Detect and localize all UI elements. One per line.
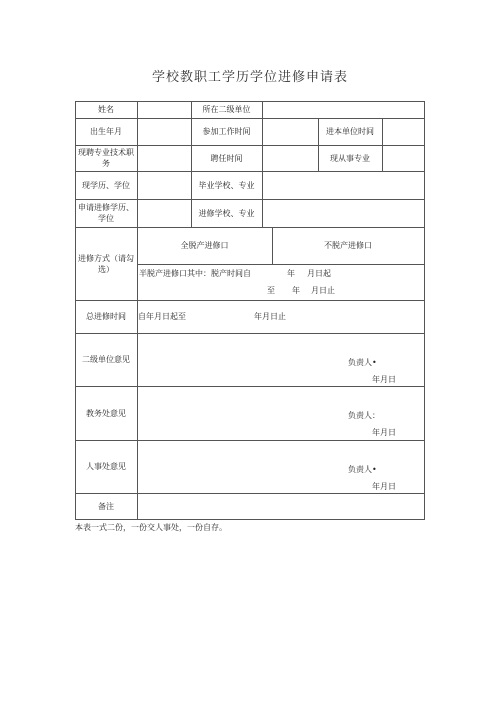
- half-to: 至: [267, 286, 275, 295]
- half-start-monthday: 月日起: [307, 269, 331, 278]
- total-to: 年月日止: [254, 312, 286, 321]
- row-divider: [137, 264, 425, 265]
- total-label: 总进修时间: [86, 312, 126, 321]
- footer-note: 本表一式二份，一份交人事处，一份自存。: [75, 523, 227, 532]
- column-divider: [262, 118, 263, 171]
- halftime-option[interactable]: 半脱产进修口其中：脱产时间自: [139, 269, 251, 278]
- remark-label: 备注: [98, 501, 114, 511]
- join-unit-label: 进本单位时间: [326, 127, 374, 136]
- appoint-label: 聘任时间: [210, 153, 243, 163]
- half-year-1: 年: [287, 269, 295, 278]
- work-start-label: 参加工作时间: [202, 127, 251, 136]
- apply-degree-label: 申请进修学历、学位: [78, 203, 134, 223]
- academic-date: 年月日: [372, 428, 396, 437]
- dept-opinion-label: 二级单位意见: [82, 355, 130, 364]
- half-end-monthday: 月日止: [311, 286, 335, 295]
- column-divider: [262, 101, 263, 118]
- table-border-right: [424, 101, 425, 520]
- academic-signer: 负责人：: [348, 411, 380, 420]
- grad-school-label: 毕业学校、专业: [198, 180, 255, 190]
- study-school-label: 进修学校、专业: [198, 208, 255, 218]
- hr-date: 年月日: [372, 482, 396, 491]
- hr-opinion-label: 人事处意见: [86, 462, 126, 471]
- half-year-2: 年: [292, 286, 300, 295]
- birth-label: 出生年月: [90, 127, 122, 136]
- application-form-table: [75, 101, 425, 520]
- academic-opinion-label: 教务处意见: [86, 408, 126, 418]
- mode-label: 进修方式（请勾选）: [78, 253, 134, 274]
- fulltime-option[interactable]: 全脱产进修口: [180, 241, 229, 250]
- dept-date: 年月日: [372, 375, 396, 384]
- table-border-bottom: [75, 519, 425, 520]
- name-label: 姓名: [98, 105, 114, 114]
- column-divider: [382, 118, 383, 171]
- column-divider: [262, 171, 263, 227]
- degree-label: 现学历、学位: [82, 180, 130, 190]
- title-label: 现聘专业技术职务: [78, 148, 134, 168]
- specialty-label: 现从事专业: [330, 153, 370, 163]
- total-from: 自年月日起至: [138, 312, 186, 321]
- unit-label: 所在二级单位: [202, 105, 251, 114]
- nofulltime-option[interactable]: 不脱产进修口: [324, 241, 372, 250]
- dept-signer: 负责人•: [348, 358, 377, 367]
- form-title: 学校教职工学历学位进修申请表: [151, 70, 348, 85]
- hr-signer: 负责人•: [348, 465, 377, 474]
